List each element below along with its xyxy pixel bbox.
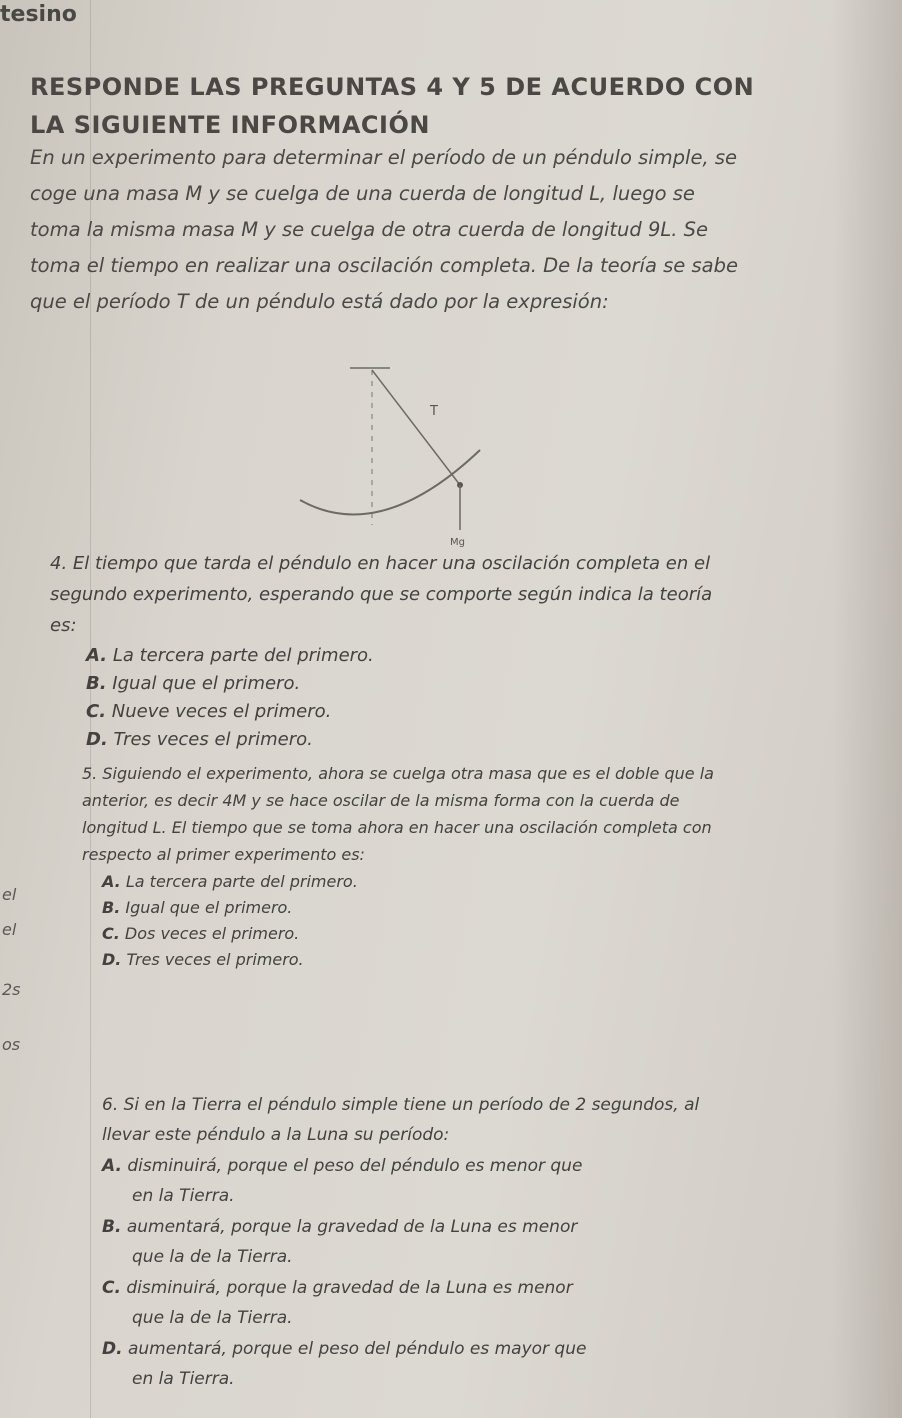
option-text: La tercera parte del primero. [112, 645, 374, 666]
question-5-option-d[interactable] [102, 947, 732, 972]
option-text: disminuirá, porque el peso del péndulo es menor que [127, 1156, 583, 1176]
option-text: disminuirá, porque la gravedad de la Luna es menor [126, 1278, 573, 1298]
option-text: Igual que el primero. [112, 673, 301, 694]
option-text-continued: que la de la Tierra. [132, 1247, 293, 1267]
question-6 [102, 1090, 722, 1394]
option-letter: D. [102, 950, 122, 969]
question-5 [82, 760, 732, 972]
section-title: RESPONDE LAS PREGUNTAS 4 Y 5 DE ACUERDO CON LA SIGUIENTE INFORMACIÓN [30, 73, 755, 140]
option-text: Tres veces el primero. [126, 950, 304, 969]
option-letter: A. [102, 872, 121, 891]
option-letter: D. [102, 1339, 123, 1359]
option-text: La tercera parte del primero. [125, 872, 358, 891]
question-6-option-a[interactable] [102, 1151, 722, 1211]
option-text: Nueve veces el primero. [111, 701, 332, 722]
question-4-option-b[interactable] [86, 670, 730, 697]
option-text: aumentará, porque el peso del péndulo es mayor que [127, 1339, 587, 1359]
question-6-option-d[interactable] [102, 1334, 722, 1394]
option-text-continued: en la Tierra. [132, 1369, 235, 1389]
option-text-continued: que la de la Tierra. [132, 1308, 293, 1328]
question-5-option-a[interactable] [102, 869, 732, 894]
swing-arc [300, 450, 480, 514]
tension-label: T [430, 404, 438, 419]
margin-note: os [2, 1035, 21, 1054]
question-6-stem: 6. Si en la Tierra el péndulo simple tiene un período de 2 segundos, al llevar este péndulo a la Luna su período: [102, 1095, 700, 1145]
question-4-option-d[interactable] [86, 726, 730, 753]
option-text: Igual que el primero. [125, 898, 293, 917]
option-letter: A. [86, 645, 108, 666]
intro-paragraph: En un experimento para determinar el período de un péndulo simple, se coge una masa M y se cuelga de una cuerda de longitud L, luego se toma la misma masa M y se cuelga de otra cuerda de longitud 9L. Se toma el tiempo en realizar una oscilación completa. De la teoría se sabe que el período T de un péndulo está dado por la expresión: [30, 146, 738, 313]
option-text: Dos veces el primero. [124, 924, 300, 943]
margin-note: el [2, 920, 17, 939]
weight-label: Mg [450, 537, 465, 548]
pendulum-diagram [280, 360, 520, 550]
option-text: Tres veces el primero. [113, 729, 313, 750]
header-fragment: tesino [0, 2, 77, 27]
question-5-option-b[interactable] [102, 895, 732, 920]
question-4-option-a[interactable] [86, 642, 730, 669]
pendulum-figure [280, 360, 520, 550]
question-6-option-c[interactable] [102, 1273, 722, 1333]
question-5-option-c[interactable] [102, 921, 732, 946]
option-text: aumentará, porque la gravedad de la Luna es menor [126, 1217, 578, 1237]
question-5-stem: 5. Siguiendo el experimento, ahora se cuelga otra masa que es el doble que la anterior, es decir 4M y se hace oscilar de la misma forma con la cuerda de longitud L. El tiempo que se toma ahora en hacer una oscilación completa con respecto al primer experimento es: [82, 764, 714, 864]
option-letter: D. [86, 729, 108, 750]
option-letter: B. [86, 673, 107, 694]
option-letter: C. [102, 924, 120, 943]
question-4-option-c[interactable] [86, 698, 730, 725]
question-4 [50, 548, 730, 753]
option-letter: B. [102, 1217, 122, 1237]
option-text-continued: en la Tierra. [132, 1186, 235, 1206]
pendulum-string [372, 370, 460, 485]
option-letter: A. [102, 1156, 122, 1176]
option-letter: C. [102, 1278, 121, 1298]
option-letter: B. [102, 898, 121, 917]
question-4-stem: 4. El tiempo que tarda el péndulo en hacer una oscilación completa en el segundo experimento, esperando que se comporte según indica la teoría es: [50, 553, 713, 636]
option-letter: C. [86, 701, 107, 722]
question-6-option-b[interactable] [102, 1212, 722, 1272]
margin-note: 2s [2, 980, 21, 999]
margin-note: el [2, 885, 17, 904]
page-curl-shadow [832, 0, 902, 1418]
